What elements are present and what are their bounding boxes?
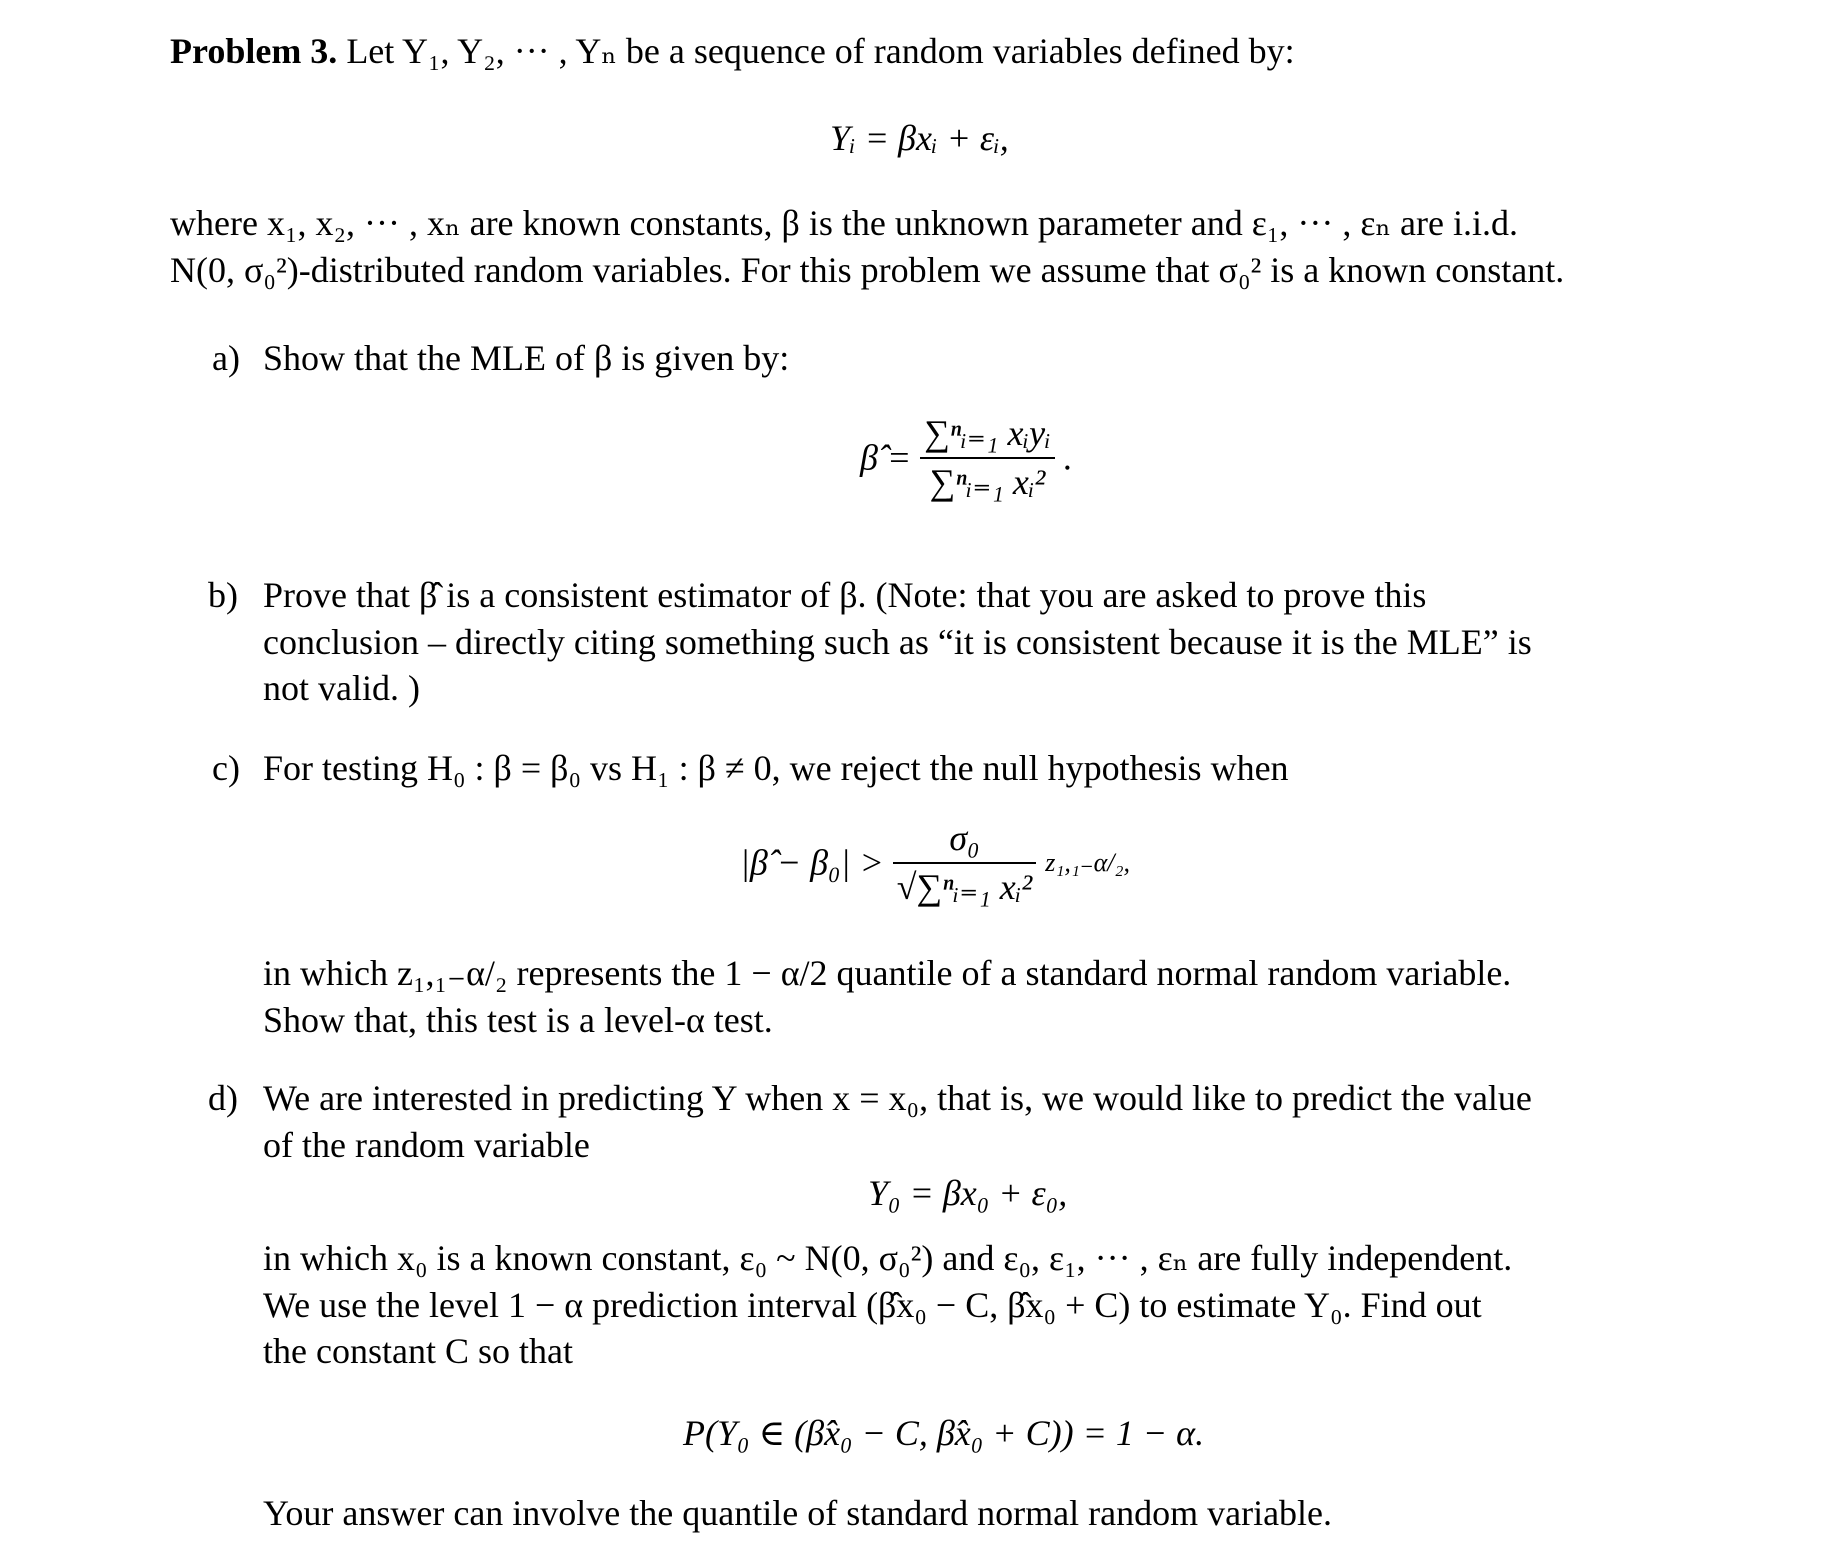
rejection-tail: z₁,₁₋α/₂,	[1045, 847, 1131, 877]
problem-description-line-2: N(0, σ₀²)-distributed random variables. For this problem we assume that σ₀² is a known constant.	[170, 250, 1565, 290]
part-d-line-5: the constant C so that	[263, 1331, 573, 1371]
part-b-label: b)	[208, 575, 238, 615]
mle-denominator: ∑ⁿᵢ₌₁ xᵢ²	[929, 461, 1046, 502]
part-c-line-1: For testing H₀ : β = β₀ vs H₁ : β ≠ 0, we reject the null hypothesis when	[263, 748, 1289, 788]
model-equation: Yᵢ = βxᵢ + εᵢ,	[830, 118, 1009, 158]
part-c-line-2: in which z₁,₁₋α/₂ represents the 1 − α/2 quantile of a standard normal random variable.	[263, 953, 1512, 993]
problem-header	[170, 28, 1295, 75]
part-d-label: d)	[208, 1078, 238, 1118]
mle-formula	[860, 410, 1073, 506]
problem-description-line-1: where x₁, x₂, ··· , xₙ are known constants, β is the unknown parameter and ε₁, ··· , εₙ are i.i.d.	[170, 203, 1518, 243]
mle-lhs: β̂ =	[860, 437, 912, 478]
rejection-denominator: √∑ⁿᵢ₌₁ xᵢ²	[896, 866, 1033, 907]
prediction-model-equation: Y₀ = βx₀ + ε₀,	[868, 1173, 1068, 1213]
part-d-line-3: in which x₀ is a known constant, ε₀ ~ N(0, σ₀²) and ε₀, ε₁, ··· , εₙ are fully independent.	[263, 1238, 1513, 1278]
part-c-label: c)	[212, 748, 240, 788]
part-d-line-6: Your answer can involve the quantile of standard normal random variable.	[263, 1493, 1333, 1533]
rejection-lhs: |β̂ − β₀| >	[740, 842, 884, 883]
part-b-line-2: conclusion – directly citing something such as “it is consistent because it is the MLE” is	[263, 622, 1532, 662]
mle-numerator: ∑ⁿᵢ₌₁ xᵢyᵢ	[920, 410, 1055, 459]
part-d-line-4: We use the level 1 − α prediction interval (β̂x₀ − C, β̂x₀ + C) to estimate Y₀. Find out	[263, 1285, 1482, 1325]
part-a-text: Show that the MLE of β is given by:	[263, 338, 790, 378]
part-a-label: a)	[212, 338, 240, 378]
part-d-line-2: of the random variable	[263, 1125, 590, 1165]
mle-fraction	[920, 410, 1055, 506]
prediction-probability-equation: P(Y₀ ∈ (β̂x₀ − C, β̂x₀ + C)) = 1 − α.	[683, 1413, 1205, 1453]
part-b-line-1: Prove that β̂ is a consistent estimator of β. (Note: that you are asked to prove this	[263, 575, 1427, 615]
rejection-rule	[740, 815, 1130, 911]
problem-intro: Let Y₁, Y₂, ··· , Yₙ be a sequence of random variables defined by:	[346, 31, 1295, 71]
rejection-fraction	[893, 815, 1036, 911]
part-c-line-3: Show that, this test is a level-α test.	[263, 1000, 773, 1040]
problem-label: Problem 3.	[170, 31, 338, 71]
part-b-line-3: not valid. )	[263, 668, 420, 708]
rejection-numerator: σ₀	[893, 815, 1036, 864]
mle-tail: .	[1063, 437, 1073, 478]
part-d-line-1: We are interested in predicting Y when x = x₀, that is, we would like to predict the value	[263, 1078, 1532, 1118]
